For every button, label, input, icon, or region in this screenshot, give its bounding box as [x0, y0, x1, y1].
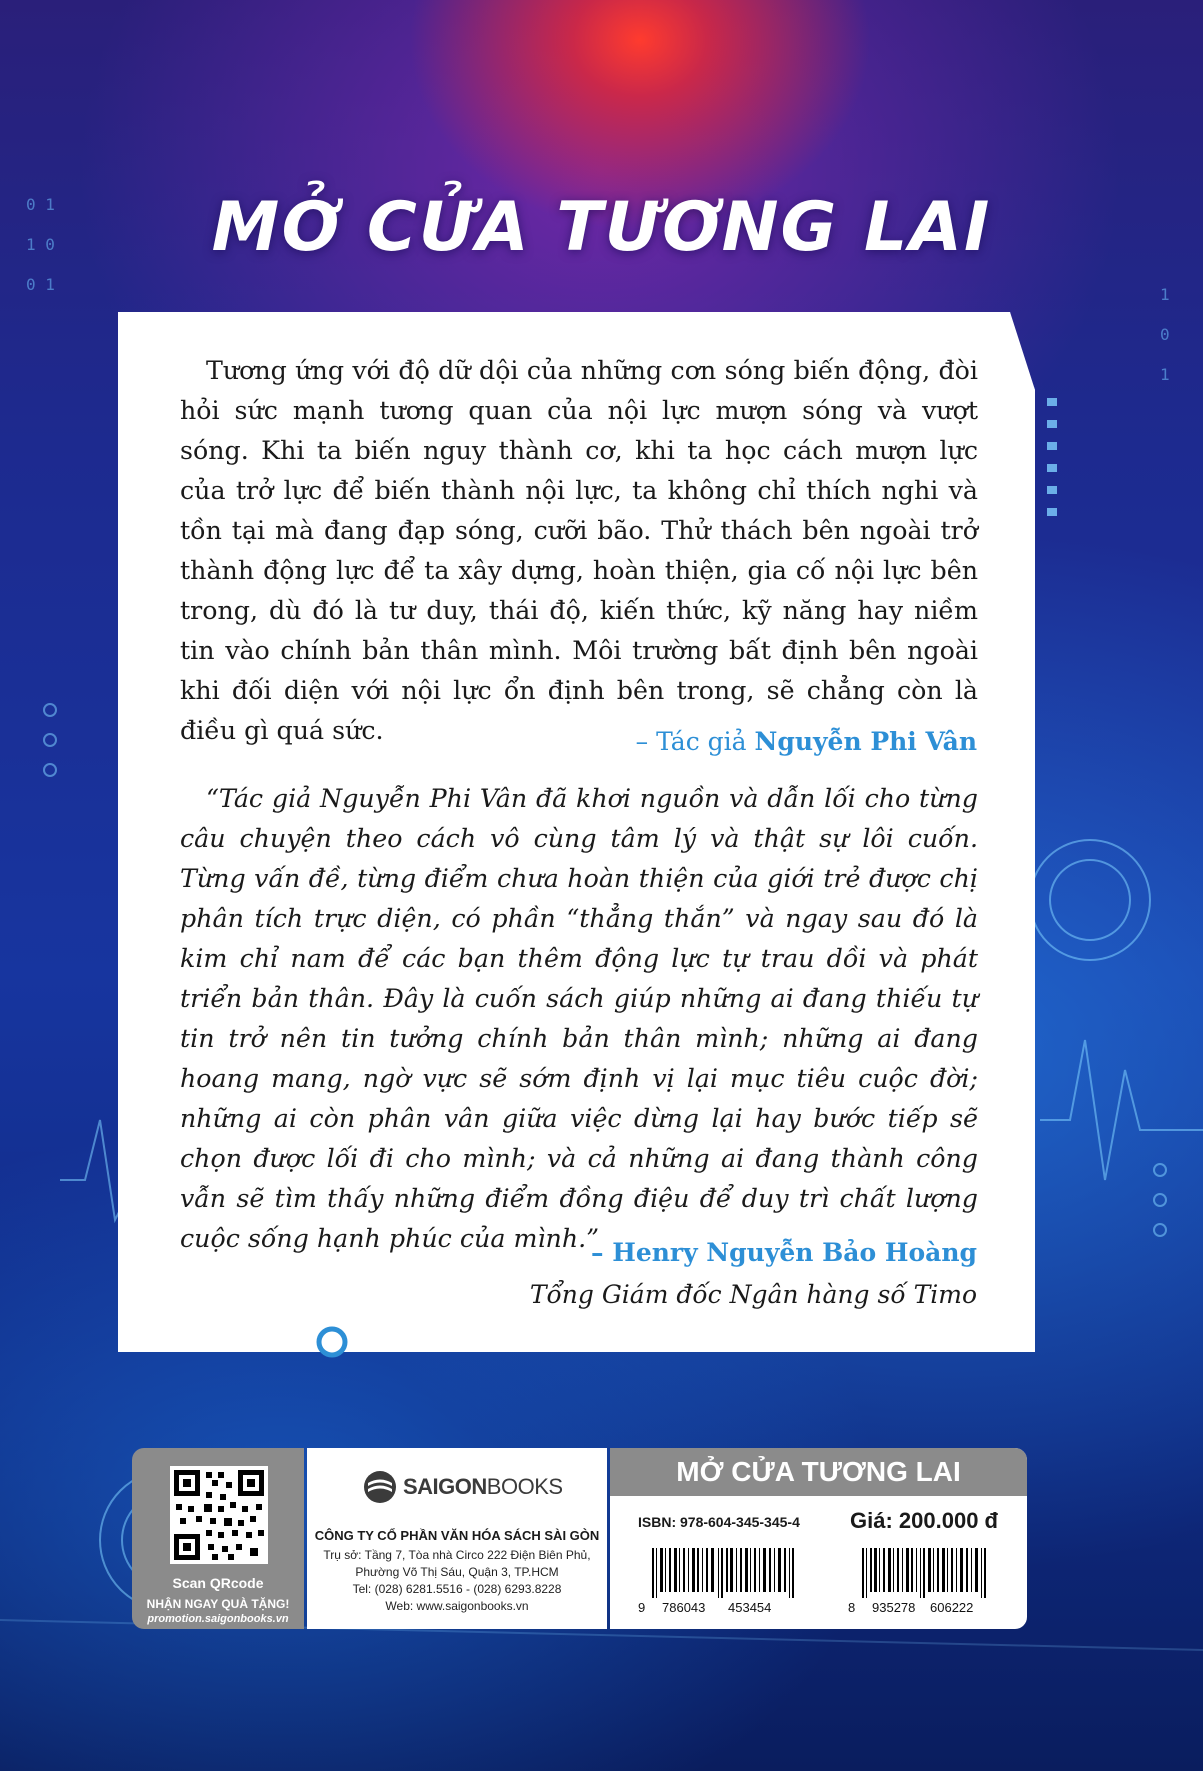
publisher-phone: Tel: (028) 6281.5516 - (028) 6293.8228	[352, 1582, 562, 1596]
publisher-section	[307, 1448, 607, 1629]
author-attribution	[636, 727, 977, 756]
barcode1-left-digits: 786043	[662, 1600, 706, 1615]
logo-text-bold: SAIGON	[403, 1474, 487, 1499]
quote-author-role: Tổng Giám đốc Ngân hàng số Timo	[529, 1280, 977, 1309]
saigonbooks-logo-icon	[363, 1470, 397, 1504]
svg-text:0 1: 0 1	[26, 195, 55, 214]
barcode1-right-digits: 453454	[728, 1600, 772, 1615]
publisher-address-1: Trụ sở: Tầng 7, Tòa nhà Circo 222 Điện Biên Phủ,	[323, 1548, 591, 1562]
publisher-name: CÔNG TY CỔ PHẦN VĂN HÓA SÁCH SÀI GÒN	[314, 1528, 600, 1543]
barcode2-left-digits: 935278	[872, 1600, 916, 1615]
product-section	[610, 1448, 1027, 1629]
barcode2-right-digits: 606222	[930, 1600, 974, 1615]
intro-paragraph: Tương ứng với độ dữ dội của những cơn sóng biến động, đòi hỏi sức mạnh tương quan của nội lực mượn sóng và vượt sóng. Khi ta biến nguy thành cơ, khi ta học cách mượn lực của trở lực để biến thành nội lực, ta không chỉ thích nghi và tồn tại mà đang đạp sóng, cưỡi bão. Thử thách bên ngoài trở thành động lực để ta xây dựng, hoàn thiện, gia cố nội lực bên trong, dù đó là tư duy, thái độ, kiến thức, kỹ năng hay niềm tin vào chính bản thân mình. Môi trường bất định bên ngoài khi đối diện với nội lực ổn định bên trong, sẽ chẳng còn là điều gì quá sức.	[180, 356, 978, 745]
book-title: MỞ CỬA TƯƠNG LAI	[211, 188, 992, 267]
barcode1-digit: 9	[638, 1600, 646, 1615]
publisher-logo	[363, 1470, 563, 1504]
qr-promo-text: NHẬN NGAY QUÀ TẶNG!	[146, 1597, 290, 1611]
qr-code[interactable]	[170, 1466, 268, 1564]
svg-text:0: 0	[1160, 325, 1170, 344]
info-bar	[132, 1448, 1027, 1629]
svg-text:1: 1	[1160, 365, 1170, 384]
product-title: MỞ CỬA TƯƠNG LAI	[610, 1448, 1027, 1496]
isbn-label: ISBN: 978-604-345-345-4	[638, 1514, 800, 1530]
author-name: Nguyễn Phi Vân	[754, 727, 977, 756]
price-label: Giá: 200.000 đ	[850, 1508, 998, 1533]
svg-text:1 0: 1 0	[26, 235, 55, 254]
isbn-barcode	[638, 1548, 818, 1598]
testimonial-quote: “Tác giả Nguyễn Phi Vân đã khơi nguồn và dẫn lối cho từng câu chuyện theo cách vô cùng tâm lý và thật sự lôi cuốn. Từng vấn đề, từng điểm chưa hoàn thiện của giới trẻ được chị phân tích trực diện, có phần “thẳng thắn” và ngay sau đó là kim chỉ nam để các bạn thêm động lực tự trau dồi và phát triển bản thân. Đây là cuốn sách giúp những ai đang thiếu tự tin trở nên tin tưởng chính bản thân mình; những ai đang hoang mang, ngờ vực sẽ sớm định vị lại mục tiêu cuộc đời; những ai còn phân vân giữa việc dừng lại hay bước tiếp sẽ chọn được lối đi cho mình; và cả những ai đang thành công vẫn sẽ tìm thấy những điểm đồng điệu để duy trì chất lượng cuộc sống hạnh phúc của mình.”	[180, 784, 978, 1253]
qr-url: promotion.saigonbooks.vn	[147, 1613, 289, 1625]
svg-text:0 1: 0 1	[26, 275, 55, 294]
publisher-website: Web: www.saigonbooks.vn	[385, 1599, 529, 1613]
price-barcode	[848, 1548, 1008, 1598]
qr-code-image	[170, 1466, 268, 1564]
svg-text:1: 1	[1160, 285, 1170, 304]
author-prefix: – Tác giả	[635, 727, 755, 756]
qr-section	[132, 1448, 304, 1629]
qr-caption: Scan QRcode	[172, 1575, 264, 1591]
publisher-address-2: Phường Võ Thị Sáu, Quận 3, TP.HCM	[355, 1565, 559, 1579]
quote-author: – Henry Nguyễn Bảo Hoàng	[591, 1238, 977, 1267]
logo-text-light: BOOKS	[486, 1474, 563, 1499]
barcode2-digit: 8	[848, 1600, 856, 1615]
